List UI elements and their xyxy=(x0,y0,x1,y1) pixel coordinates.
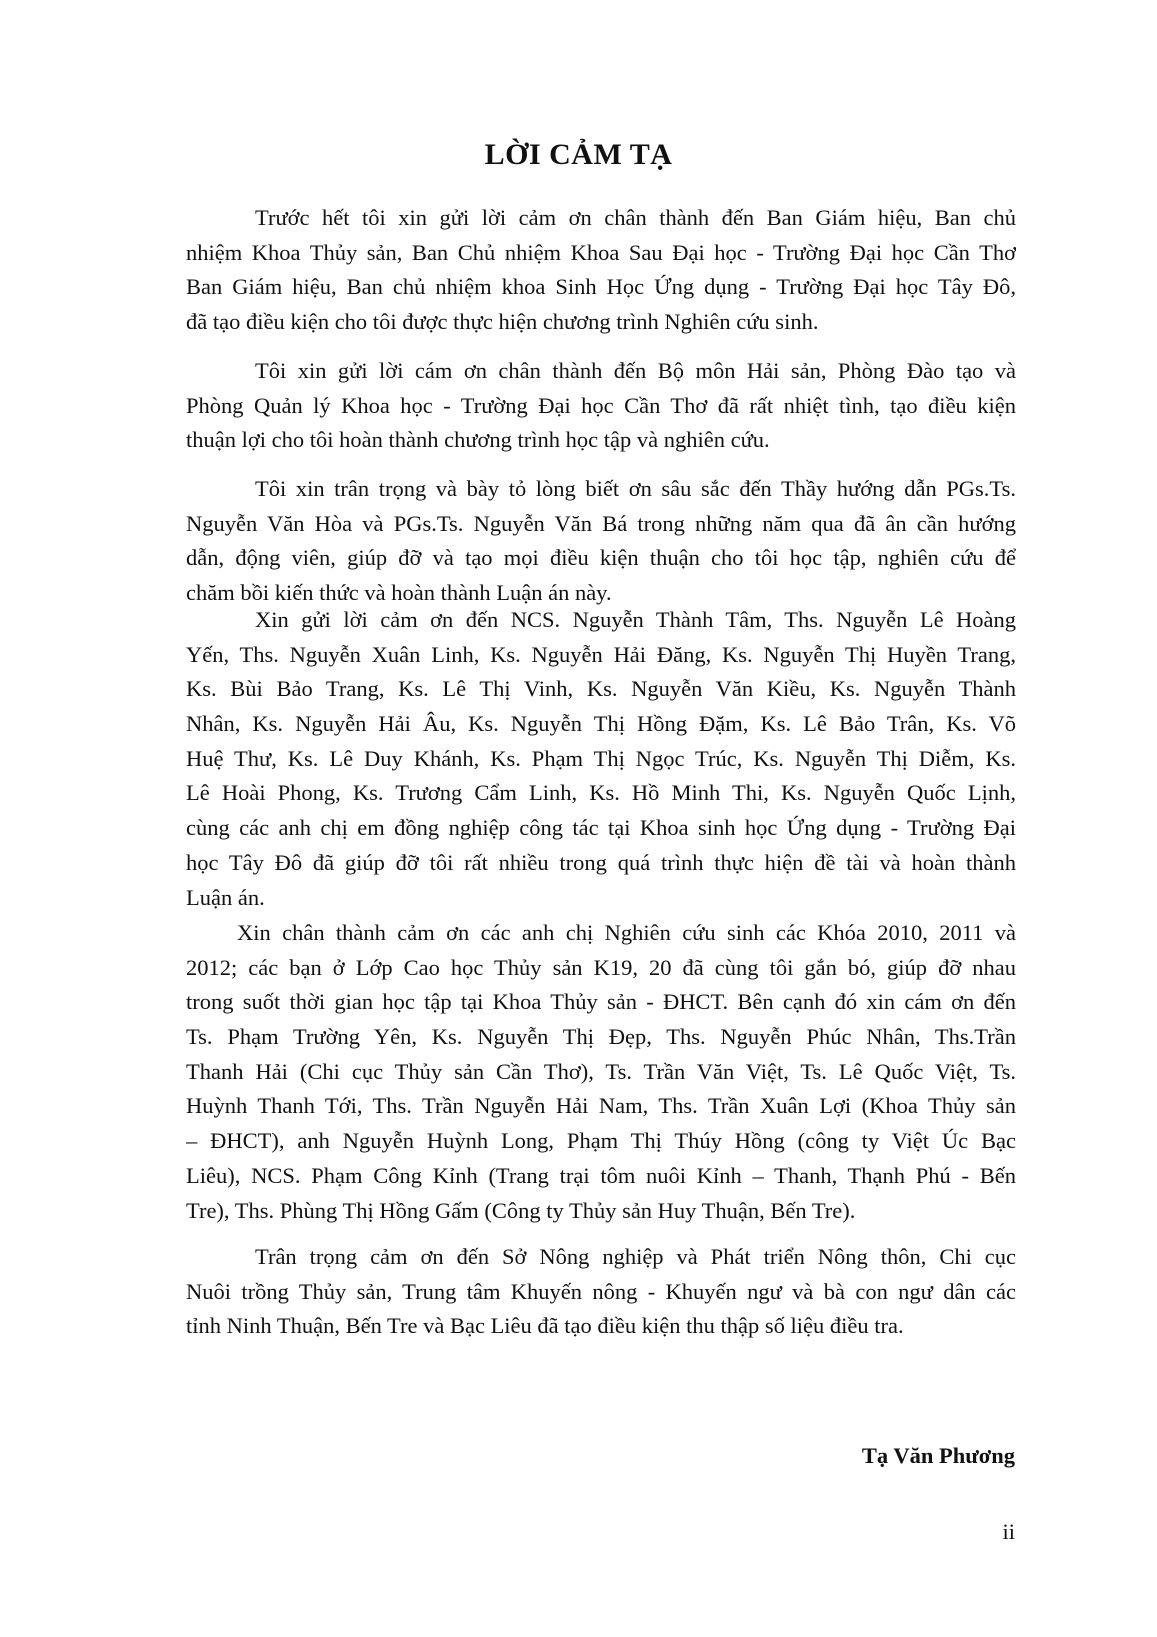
paragraph-2 xyxy=(186,354,1016,458)
text-line: Huệ Thư, Ks. Lê Duy Khánh, Ks. Phạm Thị Ngọc Trúc, Ks. Nguyễn Thị Diễm, Ks. xyxy=(186,745,1016,771)
text-line: Yến, Ths. Nguyễn Xuân Linh, Ks. Nguyễn Hải Đăng, Ks. Nguyễn Thị Huyền Trang, xyxy=(186,641,1016,667)
text-line: học Tây Đô đã giúp đỡ tôi rất nhiều trong quá trình thực hiện đề tài và hoàn thành xyxy=(186,849,1016,875)
text-line: Tôi xin trân trọng và bày tỏ lòng biết ơn sâu sắc đến Thầy hướng dẫn PGs.Ts. xyxy=(255,476,1016,501)
paragraph-5 xyxy=(186,916,1016,1228)
text-line: Lê Hoài Phong, Ks. Trương Cẩm Linh, Ks. Hồ Minh Thi, Ks. Nguyễn Quốc Lịnh, xyxy=(186,780,1016,806)
text-line: Nhân, Ks. Nguyễn Hải Âu, Ks. Nguyễn Thị Hồng Đặm, Ks. Lê Bảo Trân, Ks. Võ xyxy=(186,711,1016,737)
text-line: chăm bồi kiến thức và hoàn thành Luận án này. xyxy=(186,580,612,606)
text-line: thuận lợi cho tôi hoàn thành chương trình học tập và nghiên cứu. xyxy=(186,427,770,453)
text-line: cùng các anh chị em đồng nghiệp công tác tại Khoa sinh học Ứng dụng - Trường Đại xyxy=(186,815,1016,841)
text-line: Tôi xin gửi lời cám ơn chân thành đến Bộ môn Hải sản, Phòng Đào tạo và xyxy=(255,358,1016,383)
page-title: LỜI CẢM TẠ xyxy=(484,138,673,171)
text-line: Xin gửi lời cảm ơn đến NCS. Nguyễn Thành Tâm, Ths. Nguyễn Lê Hoàng xyxy=(255,607,1016,632)
text-line: đã tạo điều kiện cho tôi được thực hiện chương trình Nghiên cứu sinh. xyxy=(186,309,819,335)
text-line: Phòng Quản lý Khoa học - Trường Đại học Cần Thơ đã rất nhiệt tình, tạo điều kiện xyxy=(186,392,1016,418)
author-signature: Tạ Văn Phương xyxy=(861,1443,1015,1468)
paragraph-6 xyxy=(186,1240,1016,1344)
text-line: – ĐHCT), anh Nguyễn Huỳnh Long, Phạm Thị Thúy Hồng (công ty Việt Úc Bạc xyxy=(186,1128,1016,1154)
text-line: Ks. Bùi Bảo Trang, Ks. Lê Thị Vinh, Ks. Nguyễn Văn Kiều, Ks. Nguyễn Thành xyxy=(186,676,1016,702)
text-line: 2012; các bạn ở Lớp Cao học Thủy sản K19, 20 đã cùng tôi gắn bó, giúp đỡ nhau xyxy=(186,954,1016,980)
text-line: Nguyễn Văn Hòa và PGs.Ts. Nguyễn Văn Bá trong những năm qua đã ân cần hướng xyxy=(186,510,1016,536)
paragraph-3 xyxy=(186,472,1016,611)
text-line: dẫn, động viên, giúp đỡ và tạo mọi điều kiện thuận cho tôi học tập, nghiên cứu để xyxy=(186,545,1016,571)
text-line: Luận án. xyxy=(186,884,265,910)
text-line: Nuôi trồng Thủy sản, Trung tâm Khuyến nông - Khuyến ngư và bà con ngư dân các xyxy=(186,1278,1016,1304)
text-line: Tre), Ths. Phùng Thị Hồng Gấm (Công ty Thủy sản Huy Thuận, Bến Tre). xyxy=(186,1197,856,1223)
text-line: Trân trọng cảm ơn đến Sở Nông nghiệp và Phát triển Nông thôn, Chi cục xyxy=(255,1244,1016,1269)
text-line: Thanh Hải (Chi cục Thủy sản Cần Thơ), Ts. Trần Văn Việt, Ts. Lê Quốc Việt, Ts. xyxy=(186,1058,1016,1084)
text-line: nhiệm Khoa Thủy sản, Ban Chủ nhiệm Khoa Sau Đại học - Trường Đại học Cần Thơ xyxy=(186,239,1016,265)
text-line: Trước hết tôi xin gửi lời cảm ơn chân thành đến Ban Giám hiệu, Ban chủ xyxy=(255,205,1016,230)
text-line: Ban Giám hiệu, Ban chủ nhiệm khoa Sinh Học Ứng dụng - Trường Đại học Tây Đô, xyxy=(186,274,1016,300)
text-line: Huỳnh Thanh Tới, Ths. Trần Nguyễn Hải Nam, Ths. Trần Xuân Lợi (Khoa Thủy sản xyxy=(186,1093,1016,1119)
page-number: ii xyxy=(1002,1519,1015,1544)
paragraph-1 xyxy=(186,201,1016,340)
text-line: Liêu), NCS. Phạm Công Kỉnh (Trang trại tôm nuôi Kỉnh – Thanh, Thạnh Phú - Bến xyxy=(186,1162,1016,1188)
text-line: tỉnh Ninh Thuận, Bến Tre và Bạc Liêu đã tạo điều kiện thu thập số liệu điều tra. xyxy=(186,1313,904,1339)
text-line: trong suốt thời gian học tập tại Khoa Thủy sản - ĐHCT. Bên cạnh đó xin cám ơn đến xyxy=(186,989,1016,1015)
paragraph-4 xyxy=(186,603,1016,915)
text-line: Xin chân thành cảm ơn các anh chị Nghiên cứu sinh các Khóa 2010, 2011 và xyxy=(237,920,1016,945)
text-line: Ts. Phạm Trường Yên, Ks. Nguyễn Thị Đẹp, Ths. Nguyễn Phúc Nhân, Ths.Trần xyxy=(186,1024,1016,1050)
